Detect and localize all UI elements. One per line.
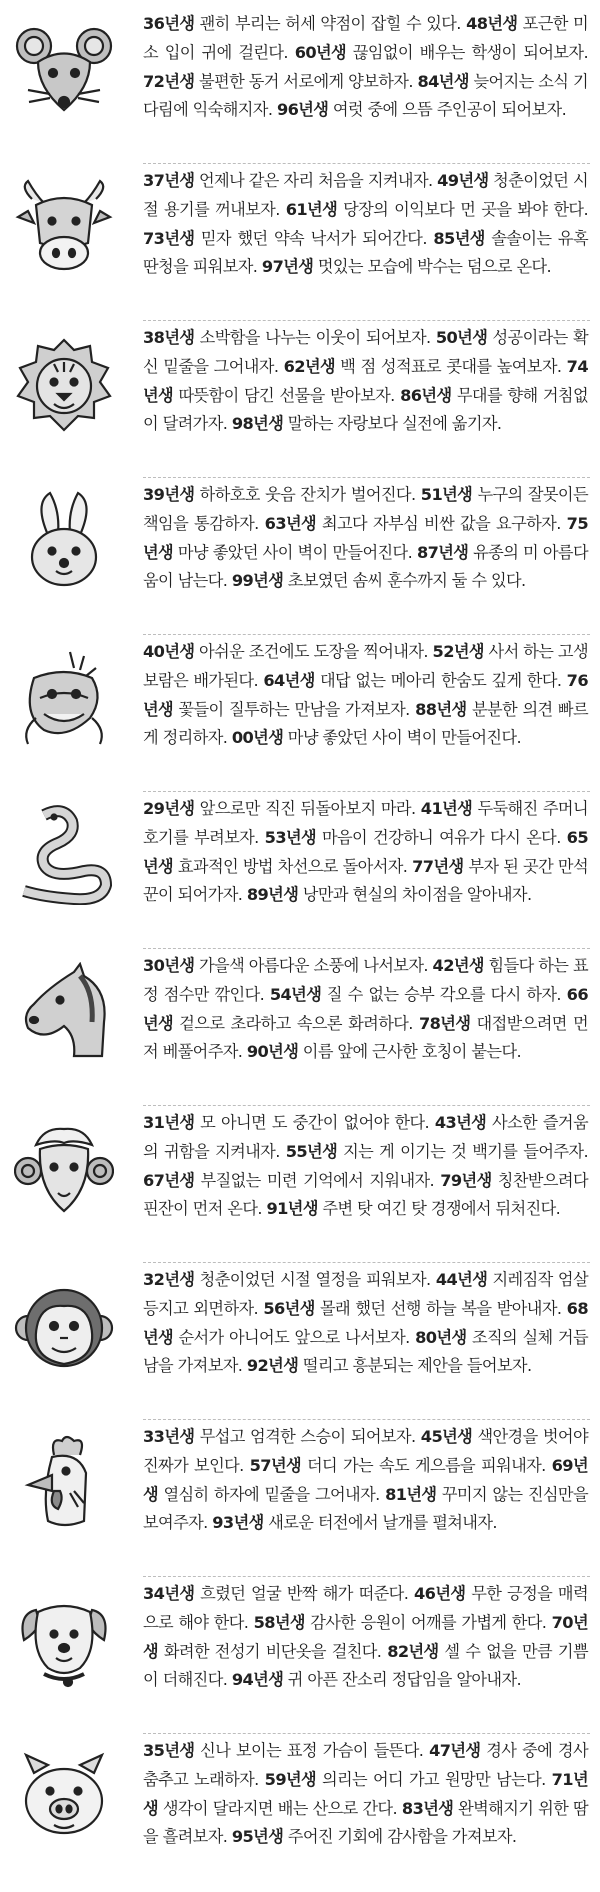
separator — [143, 477, 590, 478]
separator — [143, 1733, 590, 1734]
fortune-text: 30년생 가을색 아름다운 소풍에 나서보자. 42년생 힘들다 하는 표정 점수만 깎인다. 54년생 질 수 없는 승부 각오를 다시 하자. 66년생 겉으로 초라하고 속으론 화려하다. 78년생 대접받으려면 먼저 베풀어주자. 90년생 이름 앞에 근사한 호칭이 붙는다. — [143, 956, 588, 1062]
fortune-text: 35년생 신나 보이는 표정 가슴이 들뜬다. 47년생 경사 중에 경사 춤추고 노래하자. 59년생 의리는 어디 가고 원망만 남는다. 71년생 생각이 달라지면 배는 산으로 간다. 83년생 완벽해지기 위한 땀을 흘려보자. 95년생 주어진 기회에 감사함을 가져보자. — [143, 1741, 589, 1847]
fortune-text: 38년생 소박함을 나누는 이웃이 되어보자. 50년생 성공이라는 확신 밑줄을 그어내자. 62년생 백 점 성적표로 콧대를 높여보자. 74년생 따뜻함이 담긴 선물을 받아보자. 86년생 무대를 향해 거침없이 달려가자. 98년생 말하는 자랑보다 실전에 옮기자. — [143, 328, 588, 434]
fortune-text: 39년생 하하호호 웃음 잔치가 벌어진다. 51년생 누구의 잘못이든 책임을 통감하자. 63년생 최고다 자부심 비싼 값을 요구하자. 75년생 마냥 좋았던 사이 벽이 만들어진다. 87년생 유종의 미 아름다움이 남는다. 99년생 초보였던 솜씨 훈수까지 둘 수 있다. — [143, 485, 588, 591]
fortune-text: 40년생 아쉬운 조건에도 도장을 찍어내자. 52년생 사서 하는 고생 보람은 배가된다. 64년생 대답 없는 메아리 한숨도 깊게 한다. 76년생 꽃들이 질투하는 만남을 가져보자. 88년생 분분한 의견 빠르게 정리하자. 00년생 마냥 좋았던 사이 벽이 만들어진다. — [143, 642, 588, 748]
separator — [143, 791, 590, 792]
separator — [143, 948, 590, 949]
monkey-icon — [14, 1276, 114, 1376]
horse-icon — [14, 962, 114, 1062]
tiger-icon — [14, 334, 114, 434]
fortune-text: 31년생 모 아니면 도 중간이 없어야 한다. 43년생 사소한 즐거움의 귀함을 지켜내자. 55년생 지는 게 이기는 것 백기를 들어주자. 67년생 부질없는 미련 기억에서 지워내자. 79년생 칭찬받으려다 핀잔이 먼저 온다. 91년생 주변 탓 여긴 탓 경쟁에서 뒤처진다. — [143, 1113, 588, 1219]
separator — [143, 163, 590, 164]
dog-icon — [14, 1590, 114, 1690]
rat-icon — [14, 20, 114, 120]
separator — [143, 1105, 590, 1106]
separator — [143, 634, 590, 635]
fortune-text: 36년생 괜히 부리는 허세 약점이 잡힐 수 있다. 48년생 포근한 미소 입이 귀에 걸린다. 60년생 끊임없이 배우는 학생이 되어보자. 72년생 불편한 동거 서로에게 양보하자. 84년생 늦어지는 소식 기다림에 익숙해지자. 96년생 여럿 중에 으뜸 주인공이 되어보자. — [143, 14, 589, 120]
fortune-text: 32년생 청춘이었던 시절 열정을 피워보자. 44년생 지레짐작 엄살 등지고 외면하자. 56년생 몰래 했던 선행 하늘 복을 받아내자. 68년생 순서가 아니어도 앞으로 나서보자. 80년생 조직의 실체 거듭남을 가져보자. 92년생 떨리고 흥분되는 제안을 들어보자. — [143, 1270, 588, 1376]
rooster-icon — [14, 1433, 114, 1533]
separator — [143, 1576, 590, 1577]
pig-icon — [14, 1747, 114, 1847]
rabbit-icon — [14, 491, 114, 591]
fortune-text: 34년생 흐렸던 얼굴 반짝 해가 떠준다. 46년생 무한 긍정을 매력으로 해야 한다. 58년생 감사한 응원이 어깨를 가볍게 한다. 70년생 화려한 전성기 비단옷을 걸친다. 82년생 셀 수 없을 만큼 기쁨이 더해진다. 94년생 귀 아픈 잔소리 정답임을 알아내자. — [143, 1584, 588, 1690]
ox-icon — [14, 177, 114, 277]
fortune-text: 33년생 무섭고 엄격한 스승이 되어보자. 45년생 색안경을 벗어야 진짜가 보인다. 57년생 더디 가는 속도 게으름을 피워내자. 69년생 열심히 하자에 밑줄을 그어내자. 81년생 꾸미지 않는 진심만을 보여주자. 93년생 새로운 터전에서 날개를 펼쳐내자. — [143, 1427, 589, 1533]
dragon-icon — [14, 648, 114, 748]
fortune-text: 29년생 앞으로만 직진 뒤돌아보지 마라. 41년생 두둑해진 주머니 호기를 부려보자. 53년생 마음이 건강하니 여유가 다시 온다. 65년생 효과적인 방법 차선으로 돌아서자. 77년생 부자 된 곳간 만석꾼이 되어가자. 89년생 낭만과 현실의 차이점을 알아내자. — [143, 799, 588, 905]
separator — [143, 1419, 590, 1420]
fortune-text: 37년생 언제나 같은 자리 처음을 지켜내자. 49년생 청춘이었던 시절 용기를 꺼내보자. 61년생 당장의 이익보다 먼 곳을 봐야 한다. 73년생 믿자 했던 약속 낙서가 되어간다. 85년생 솔솔이는 유혹 딴청을 피워보자. 97년생 멋있는 모습에 박수는 덤으로 온다. — [143, 171, 588, 277]
sheep-icon — [14, 1119, 114, 1219]
snake-icon — [14, 805, 114, 905]
separator — [143, 320, 590, 321]
separator — [143, 1262, 590, 1263]
